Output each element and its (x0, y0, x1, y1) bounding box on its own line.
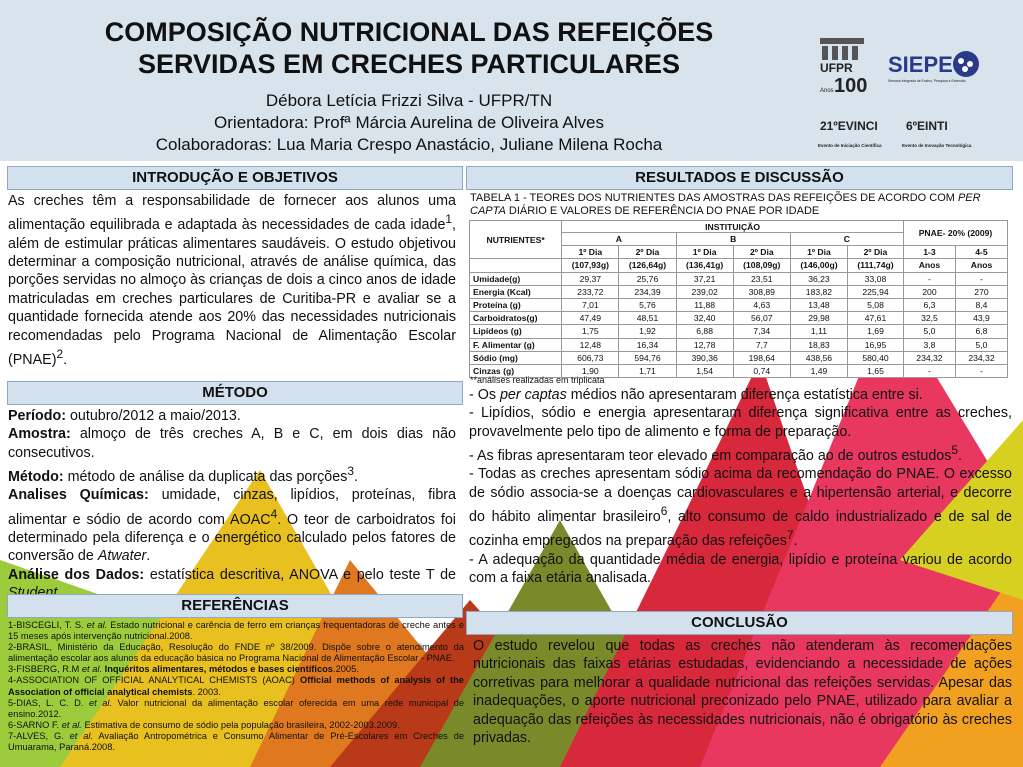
ufpr-logo (820, 38, 867, 97)
authors-block (0, 90, 818, 156)
value-cell: 36,23 (790, 272, 847, 285)
value-cell: 7,7 (733, 338, 790, 351)
ref-text: 1-BISCEGLI, T. S. (8, 620, 87, 630)
value-cell: - (903, 272, 955, 285)
disc-text: - Todas as creches apresentam sódio acima da recomendação do PNAE. O excesso de sódio associa-se a doenças cardiovasculares e a hipertensão arterial, e decorre do hábito alimentar brasileiro (469, 466, 1012, 525)
value-cell: 1,92 (619, 325, 676, 338)
disc-text: . (793, 533, 798, 550)
nutrient-name-cell: Cinzas (g) (470, 364, 562, 377)
method-metodo (8, 462, 456, 486)
value-cell: 11,88 (676, 298, 733, 311)
value-cell: 308,89 (733, 285, 790, 298)
siepe-logo (888, 51, 979, 83)
method-value: método de análise da duplicata das porções (63, 468, 348, 485)
value-cell: 16,34 (619, 338, 676, 351)
value-cell: 6,3 (903, 298, 955, 311)
intro-sup-2: 2 (56, 347, 64, 362)
group-header: C (790, 233, 903, 246)
reference-item (8, 675, 464, 697)
value-cell: 239,02 (676, 285, 733, 298)
disc-sup: 5 (951, 443, 959, 458)
value-cell: 32,5 (903, 312, 955, 325)
value-cell: 1,90 (562, 364, 619, 377)
age-header: 4-5 (955, 246, 1007, 259)
nutrient-name-cell: Sódio (mg) (470, 351, 562, 364)
value-cell: 198,64 (733, 351, 790, 364)
value-cell: 1,65 (848, 364, 904, 377)
svg-text:Anos: Anos (820, 88, 834, 94)
value-cell: 7,01 (562, 298, 619, 311)
method-label: Período: (8, 408, 66, 424)
value-cell: 0,74 (733, 364, 790, 377)
ref-bold: Inquéritos alimentares, métodos e bases científicos (102, 664, 333, 675)
value-cell: 56,07 (733, 312, 790, 325)
discussion-item (469, 465, 1012, 550)
value-cell: 12,78 (676, 338, 733, 351)
svg-text:Semana Integrada de Ensino, Pe: Semana Integrada de Ensino, Pesquisa e Extensão (888, 79, 966, 83)
discussion-text (469, 386, 1012, 587)
age-unit: Anos (955, 259, 1007, 272)
weight-header: (108,09g) (733, 259, 790, 272)
weight-header: (126,64g) (619, 259, 676, 272)
caption-text: DIÁRIO E VALORES DE REFERÊNCIA DO PNAE POR IDADE (505, 204, 820, 217)
title-line-1: COMPOSIÇÃO NUTRICIONAL DAS REFEIÇÕES (104, 17, 714, 47)
disc-em: per captas (499, 387, 567, 403)
method-text (8, 407, 456, 603)
einti-logo (902, 119, 972, 148)
title-line-2: SERVIDAS EM CRECHES PARTICULARES (137, 49, 681, 79)
ref-text: .2005. (332, 664, 359, 675)
ref-text: Estado nutricional e carência de ferro em crianças frequentadoras de creche antes e 15 meses após intervenção nutricional.2008. (8, 620, 464, 642)
day-header: 2º Dia (619, 246, 676, 259)
value-cell: 234,39 (619, 285, 676, 298)
value-cell: - (955, 364, 1007, 377)
references-list (8, 620, 464, 753)
method-value: almoço de três creches A, B e C, em dois dias não consecutivos. (8, 426, 456, 461)
disc-text: - Os (469, 387, 500, 403)
collaborators: Colaboradoras: Lua Maria Crespo Anastácio, Juliane Milena Rocha (155, 135, 663, 154)
ref-text: Avaliação Antropométrica e Consumo Alimentar de Pré-Escolares em Creches de Umuarama, Paraná.2008. (8, 730, 464, 753)
svg-text:Evento de Iniciação Científica: Evento de Iniciação Científica (818, 143, 882, 148)
intro-text-part: . (63, 351, 68, 368)
value-cell: 270 (955, 285, 1007, 298)
value-cell: 29,98 (790, 312, 847, 325)
nutrient-name-cell: F. Alimentar (g) (470, 338, 562, 351)
intro-heading: INTRODUÇÃO E OBJETIVOS (7, 166, 463, 190)
table-body (470, 272, 1008, 378)
age-header: 1-3 (903, 246, 955, 259)
method-value: outubro/2012 a maio/2013. (65, 408, 241, 424)
caption-text: TABELA 1 - TEORES DOS NUTRIENTES DAS AMOSTRAS DAS REFEIÇÕES DE ACORDO COM (470, 192, 958, 204)
method-analises (8, 486, 456, 565)
value-cell: 48,51 (619, 312, 676, 325)
value-cell: 37,21 (676, 272, 733, 285)
table-row (470, 351, 1008, 364)
group-header: B (676, 233, 790, 246)
value-cell: 390,36 (676, 351, 733, 364)
reference-item (8, 731, 464, 753)
ref-text: 5-DIAS, L. C. D. (8, 697, 89, 708)
caption-em: PER CAPTA (470, 192, 981, 217)
ref-text: 6-SARNO F. (8, 719, 62, 730)
method-label: Analises Químicas: (8, 487, 149, 504)
reference-item: 2-BRASIL, Ministério da Educação, Resolução do FNDE nº 38/2009. Dispõe sobre o atendimento da alimentação escolar aos alunos da educação básica no Programa Nacional de Alimentação Escolar - PNAE. (8, 642, 464, 664)
weight-header: (146,00g) (790, 259, 847, 272)
method-value: umidade, cinzas, lipídios, proteínas, fibra alimentar e sódio de acordo com AOAC (8, 487, 456, 528)
value-cell: 3,8 (903, 338, 955, 351)
disc-text: - As fibras apresentaram teor elevado em comparação ao de outros estudos (469, 447, 952, 464)
disc-sup: 6 (660, 504, 668, 519)
svg-text:21ºEVINCI: 21ºEVINCI (820, 119, 878, 133)
table-note: **análises realizadas em triplicata (470, 375, 605, 385)
empty-cell (470, 259, 562, 272)
conclusion-heading: CONCLUSÃO (466, 611, 1013, 635)
value-cell: 438,56 (790, 351, 847, 364)
method-periodo (8, 407, 456, 425)
group-header: A (562, 233, 676, 246)
value-cell: 1,75 (562, 325, 619, 338)
value-cell: 8,4 (955, 298, 1007, 311)
discussion-item (469, 441, 1012, 465)
value-cell: 25,76 (619, 272, 676, 285)
value-cell: 233,72 (562, 285, 619, 298)
intro-text-part: , além de estimular práticas alimentares saudáveis. O estudo objetivou determinar a composição nutricional, através de análise química, das porções servidas no almoço às crianças de dois a cinco anos de idade matriculadas em creches particulares de Curitiba-PR e avaliar se a quantidade fornecida atende aos 20% das necessidades nutricionais recomendadas pelo Programa Nacional de Alimentação Escolar (PNAE) (8, 217, 456, 368)
ref-bold: Official methods of analysis of the Association of official analytical chemists (8, 675, 464, 697)
table-caption (470, 192, 1010, 217)
method-heading: MÉTODO (7, 381, 463, 405)
reference-item (8, 698, 464, 720)
value-cell: 16,95 (848, 338, 904, 351)
table-header-row (470, 221, 1008, 233)
value-cell: 12,48 (562, 338, 619, 351)
weight-header: (111,74g) (848, 259, 904, 272)
nutrient-name-cell: Lipídeos (g) (470, 325, 562, 338)
method-value: . O teor de carboidratos foi determinado pela diferença e o energético calculado pelos fatores de conversão de (8, 511, 456, 565)
ref-em: et al. (81, 664, 103, 675)
disc-text: , alto consumo de caldo industrializado e de sal de cozinha empregados na preparação das refeições (469, 508, 1012, 550)
value-cell: 225,94 (848, 285, 904, 298)
advisor: Orientadora: Profª Márcia Aurelina de Oliveira Alves (214, 113, 604, 132)
conclusion-text: O estudo revelou que todas as creches não atenderam às recomendações nutricionais das faixas etárias estudadas, evidenciando a necessidade de ações corretivas para melhorar a qualidade nutricional das refeições servidas. Apesar das inadequações, o aporte nutricional preconizado pelo PNAE, utilizado para avaliar a adequação das refeições às necessidades nutricionais, não é obrigatório às creches privadas. (473, 638, 1012, 747)
value-cell: 29,37 (562, 272, 619, 285)
ref-em: et al. (61, 719, 82, 730)
ref-text: 4-ASSOCIATION OF OFFICIAL ANALYTICAL CHEMISTS (AOAC) (8, 675, 301, 686)
value-cell: 234,32 (955, 351, 1007, 364)
nutrient-table (469, 220, 1008, 378)
ref-em: et al. (88, 697, 113, 708)
method-label: Análise dos Dados: (8, 566, 145, 583)
value-cell: 183,82 (790, 285, 847, 298)
method-label: Método: (8, 468, 64, 485)
poster-header (0, 0, 1023, 161)
value-cell: - (955, 272, 1007, 285)
discussion-item: - A adequação da quantidade média de energia, lipídio e proteína variou de acordo com a faixa etária analisada. (469, 551, 1012, 586)
svg-text:6ºEINTI: 6ºEINTI (906, 119, 948, 133)
table-row (470, 325, 1008, 338)
ref-em: et al. (86, 620, 108, 630)
method-amostra (8, 425, 456, 462)
ref-em: et al. (69, 730, 94, 741)
nutrient-name-cell: Umidade(g) (470, 272, 562, 285)
ref-text: Estimativa de consumo de sódio pela população brasileira, 2002-2003.2009. (81, 719, 400, 730)
reference-item (8, 620, 464, 642)
value-cell: 594,76 (619, 351, 676, 364)
value-cell: 13,48 (790, 298, 847, 311)
table-row (470, 285, 1008, 298)
value-cell: 1,71 (619, 364, 676, 377)
intro-text (8, 192, 456, 369)
method-sup: 4 (270, 506, 278, 521)
method-value: estatística descritiva, ANOVA e pelo teste T de (144, 566, 456, 583)
poster-title (0, 16, 818, 80)
nutrient-name-cell: Energia (Kcal) (470, 285, 562, 298)
pnae-header: PNAE- 20% (2009) (903, 221, 1007, 246)
value-cell: 43,9 (955, 312, 1007, 325)
value-cell: 47,61 (848, 312, 904, 325)
table-weight-row (470, 259, 1008, 272)
table-row (470, 312, 1008, 325)
value-cell: 32,40 (676, 312, 733, 325)
intro-sup-1: 1 (445, 212, 453, 227)
reference-item (8, 664, 464, 675)
value-cell: 6,88 (676, 325, 733, 338)
day-header: 2º Dia (733, 246, 790, 259)
value-cell: 1,54 (676, 364, 733, 377)
value-cell: 5,0 (955, 338, 1007, 351)
svg-text:Evento de Inovação Tecnológica: Evento de Inovação Tecnológica (902, 143, 972, 148)
method-label: Amostra: (8, 426, 71, 443)
value-cell: 7,34 (733, 325, 790, 338)
discussion-item: - Lipídios, sódio e energia apresentaram diferença significativa entre as creches, provavelmente pelo tipo de alimento e forma de preparação. (469, 405, 1012, 440)
day-header: 2º Dia (848, 246, 904, 259)
ref-text: 7-ALVES, G. (8, 730, 70, 741)
day-header: 1º Dia (676, 246, 733, 259)
institution-header: INSTITUIÇÃO (562, 221, 904, 233)
disc-sup: 7 (786, 528, 794, 543)
value-cell: 1,11 (790, 325, 847, 338)
value-cell: 18,83 (790, 338, 847, 351)
method-sup: 3 (347, 464, 354, 479)
value-cell: 4,63 (733, 298, 790, 311)
method-emphasis: Atwater (97, 548, 147, 565)
value-cell: 6,8 (955, 325, 1007, 338)
weight-header: (107,93g) (562, 259, 619, 272)
disc-text: . (958, 447, 962, 464)
day-header: 1º Dia (790, 246, 847, 259)
reference-item (8, 720, 464, 731)
value-cell: - (903, 364, 955, 377)
ref-text: Valor nutricional da alimentação escolar oferecida em uma rede municipal de ensino.2012. (8, 697, 464, 719)
value-cell: 5,76 (619, 298, 676, 311)
references-heading: REFERÊNCIAS (7, 594, 463, 618)
value-cell: 606,73 (562, 351, 619, 364)
method-value: . (353, 468, 358, 485)
method-value: . (146, 548, 151, 565)
value-cell: 1,49 (790, 364, 847, 377)
day-header: 1º Dia (562, 246, 619, 259)
value-cell: 200 (903, 285, 955, 298)
svg-text:SIEPE: SIEPE (888, 52, 953, 77)
author: Débora Letícia Frizzi Silva - UFPR/TN (265, 91, 553, 110)
ref-text: 3-FISBERG, R.M (8, 664, 82, 675)
table-row (470, 272, 1008, 285)
results-heading: RESULTADOS E DISCUSSÃO (466, 166, 1013, 190)
value-cell: 234,32 (903, 351, 955, 364)
table-row (470, 338, 1008, 351)
age-unit: Anos (903, 259, 955, 272)
ref-text: . 2003. (192, 686, 221, 697)
nutrient-name-cell: Proteína (g) (470, 298, 562, 311)
value-cell: 5,08 (848, 298, 904, 311)
institution-logos (816, 34, 1016, 154)
svg-text:100: 100 (834, 75, 868, 97)
value-cell: 23,51 (733, 272, 790, 285)
table-row (470, 298, 1008, 311)
evinci-logo (818, 119, 882, 148)
svg-text:UFPR: UFPR (820, 61, 853, 75)
value-cell: 1,69 (848, 325, 904, 338)
value-cell: 47,49 (562, 312, 619, 325)
nutrients-header: NUTRIENTES* (470, 221, 562, 259)
intro-text-part: As creches têm a responsabilidade de fornecer aos alunos uma alimentação equilibrada e adaptada às necessidades de cada idade (8, 193, 456, 234)
value-cell: 580,40 (848, 351, 904, 364)
nutrient-name-cell: Carboidratos(g) (470, 312, 562, 325)
value-cell: 5,0 (903, 325, 955, 338)
disc-text: médios não apresentaram diferença estatística entre si. (566, 387, 923, 403)
value-cell: 33,08 (848, 272, 904, 285)
discussion-item (469, 386, 1012, 404)
weight-header: (136,41g) (676, 259, 733, 272)
